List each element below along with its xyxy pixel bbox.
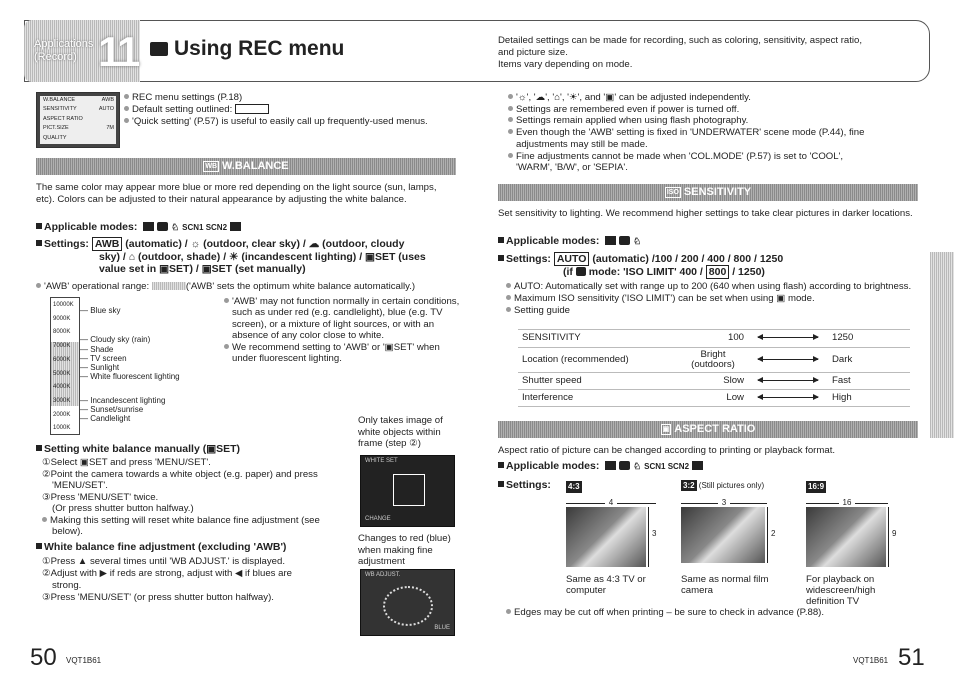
table-row: SENSITIVITY 100 1250 <box>518 330 910 347</box>
sens-guide-table <box>518 329 910 407</box>
wb-notes: 'AWB' may not function normally in certain conditions, such as under red (e.g. candlelight), blue (e.g. TV screen), or a mixture of light sources, or with an absence of any color close to white. We recommend setting to 'AWB' or '▣SET' when under fluorescent lighting. <box>224 296 460 364</box>
white-set-footer: CHANGE <box>365 515 391 522</box>
menu-thumb-row: PICT.SIZE 7M <box>43 125 114 132</box>
aspect-band <box>498 421 918 438</box>
aspect-settings-label: Settings: <box>498 479 551 492</box>
aspect-applicable: Applicable modes: ♘ SCN1 SCN2 <box>498 460 703 473</box>
aspect-photo-4-3 <box>566 507 646 567</box>
menu-thumb-row: ASPECT RATIO <box>43 115 83 122</box>
right-page-code: VQT1B61 <box>853 656 889 665</box>
table-row: Interference Low High <box>518 389 910 406</box>
sens-band-title: SENSITIVITY <box>683 186 752 198</box>
desc-line-2: and picture size. <box>498 47 568 58</box>
intro-note: 'Quick setting' (P.57) is useful to easily call up frequently-used menus. <box>124 116 459 128</box>
wb-band <box>36 158 456 175</box>
aspect-caption-1: Same as 4:3 TV or computer <box>566 574 646 596</box>
menu-thumb-row: QUALITY <box>43 134 67 141</box>
white-set-frame <box>393 474 425 506</box>
wb-range-note: 'AWB' operational range: ('AWB' sets the optimum white balance automatically.) <box>36 281 461 293</box>
aspect-intro: Aspect ratio of picture can be changed according to printing or playback format. <box>498 445 836 456</box>
sens-notes: AUTO: Automatically set with range up to 200 (640 when using flash) according to brightness. Maximum ISO sensitivity ('ISO LIMIT') can be set when using ▣ mode. Setting guide <box>506 281 918 316</box>
wb-intro: The same color may appear more blue or more red depending on the light source (sun, lamps, etc). Colors can be adjusted to their natural appearance by adjusting the white balance. <box>36 182 437 205</box>
aspect-dim-w-3: 16 <box>806 494 888 504</box>
aspect-caption-2: Same as normal film camera <box>681 574 769 596</box>
aspect-caption-3: For playback on widescreen/high definition TV <box>806 574 876 607</box>
tab-line-2: (Record) <box>34 51 77 63</box>
wb-manual-title: Setting white balance manually (▣SET) <box>36 443 240 456</box>
left-page-number: 50 <box>30 644 57 671</box>
intro-note: Default setting outlined: <box>124 104 459 116</box>
iso-icon: ISO <box>666 189 679 196</box>
wb-band-title: W.BALANCE <box>222 160 289 172</box>
aspect-note: Edges may be cut off when printing – be sure to check in advance (P.88). <box>506 607 918 619</box>
sens-settings: Settings: AUTO (automatic) /100 / 200 / 400 / 800 / 1250 (if mode: 'ISO LIMIT' 400 / 800 / 1250) <box>498 253 918 279</box>
aspect-opt-16-9: 16:9 <box>808 482 825 491</box>
tab-line-1: Applications <box>34 38 94 50</box>
header-description <box>498 35 862 71</box>
menu-thumb-row: SENSITIVITY AUTO <box>43 106 114 113</box>
intro-notes-left <box>124 92 459 128</box>
fine-caption: Changes to red (blue) when making fine adjustment <box>358 533 451 567</box>
wb-adjust-blue: BLUE <box>434 624 450 631</box>
aspect-opt-4-3: 4:3 <box>568 482 580 491</box>
wb-manual-steps: ①Select ▣SET and press 'MENU/SET'. ②Point the camera towards a white object (e.g. paper) and press 'MENU/SET'. ③Press 'MENU/SET' twice. (Or press shutter button halfway.) Making this setting will reset white balance fine adjustment (see below). <box>42 457 320 537</box>
aspect-band-title: ASPECT RATIO <box>674 423 756 435</box>
wb-adjust-title: WB ADJUST. <box>365 572 401 578</box>
wb-fine-steps: ①Press ▲ several times until 'WB ADJUST.' is displayed. ②Adjust with ▶ if reds are strong, adjust with ◀ if blues are strong. ③Press 'MENU/SET' (or press shutter button halfway). <box>42 556 292 603</box>
menu-thumbnail-list <box>40 96 116 144</box>
table-row: Shutter speed Slow Fast <box>518 372 910 389</box>
menu-thumbnail <box>36 92 120 148</box>
sens-intro: Set sensitivity to lighting. We recommend higher settings to take clear pictures in darker locations. <box>498 208 913 219</box>
left-page-code: VQT1B61 <box>66 656 102 665</box>
intro-note: REC menu settings (P.18) <box>124 92 459 104</box>
right-page-number: 51 <box>898 644 925 671</box>
sens-band <box>498 184 918 201</box>
chapter-number: 11 <box>98 28 139 75</box>
side-tab <box>930 252 954 438</box>
page-title: Using REC menu <box>174 37 345 60</box>
chapter-tab-label <box>34 38 100 64</box>
desc-line-1: Detailed settings can be made for recording, such as coloring, sensitivity, aspect ratio, <box>498 35 863 46</box>
aspect-dim-h-1: 3 <box>648 507 656 567</box>
white-set-screen <box>360 455 455 527</box>
aspect-dim-w-2: 3 <box>681 494 767 504</box>
wb-adjust-screen <box>360 569 455 636</box>
aspect-dim-w-1: 4 <box>566 494 656 504</box>
wb-fine-title: White balance fine adjustment (excluding 'AWB') <box>36 541 286 554</box>
white-set-title: WHITE SET <box>365 458 398 464</box>
menu-thumb-row: W.BALANCE AWB <box>43 97 114 103</box>
desc-line-3: Items vary depending on mode. <box>498 59 633 70</box>
aspect-photo-16-9 <box>806 507 886 567</box>
table-row: Location (recommended) Bright (outdoors) Dark <box>518 347 910 372</box>
intro-notes-right: '☼', '☁', '⌂', '☀', and '▣' can be adjusted independently. Settings are remembered even if power is turned off. Settings remain applied when using flash photography. Even though the 'AWB' setting is fixed in 'UNDERWATER' scene mode (P.44), fine adjustments may still be made. Fine adjustments cannot be made when 'COL.MODE' (P.57) is set to 'COOL', 'WARM', 'B/W', or 'SEPIA'. <box>508 92 918 174</box>
wb-settings: Settings: AWB (automatic) / ☼ (outdoor, clear sky) / ☁ (outdoor, cloudy sky) / ⌂ (outdoor, shade) / ☀ (incandescent lighting) / ▣SET (uses value set in ▣SET) / ▣SET (set manually) <box>36 238 456 276</box>
aspect-photo-3-2 <box>681 507 765 563</box>
wb-adjust-dial <box>383 586 433 626</box>
wb-icon: WB <box>205 163 218 170</box>
aspect-dim-h-3: 9 <box>888 507 896 567</box>
camera-icon <box>150 42 168 56</box>
aspect-icon: ▣ <box>662 426 670 433</box>
scale-values: 10000K 9000K 8000K 7000K 6000K 5000K 4000K 3000K 2000K 1000K <box>53 302 74 432</box>
sens-applicable: Applicable modes: ♘ <box>498 235 641 248</box>
frame-caption: Only takes image of white objects within frame (step ②) <box>358 415 443 449</box>
aspect-dim-h-2: 2 <box>767 507 775 563</box>
aspect-opt-3-2: 3:2 (Still pictures only) <box>683 481 765 490</box>
scale-labels: — Blue sky — Cloudy sky (rain) — Shade — TV screen — Sunlight — White fluorescent lighting — Incandescent lighting — Sunset/sunrise — Candlelight <box>80 306 180 424</box>
wb-applicable: Applicable modes: ♘ SCN1 SCN2 <box>36 221 241 234</box>
